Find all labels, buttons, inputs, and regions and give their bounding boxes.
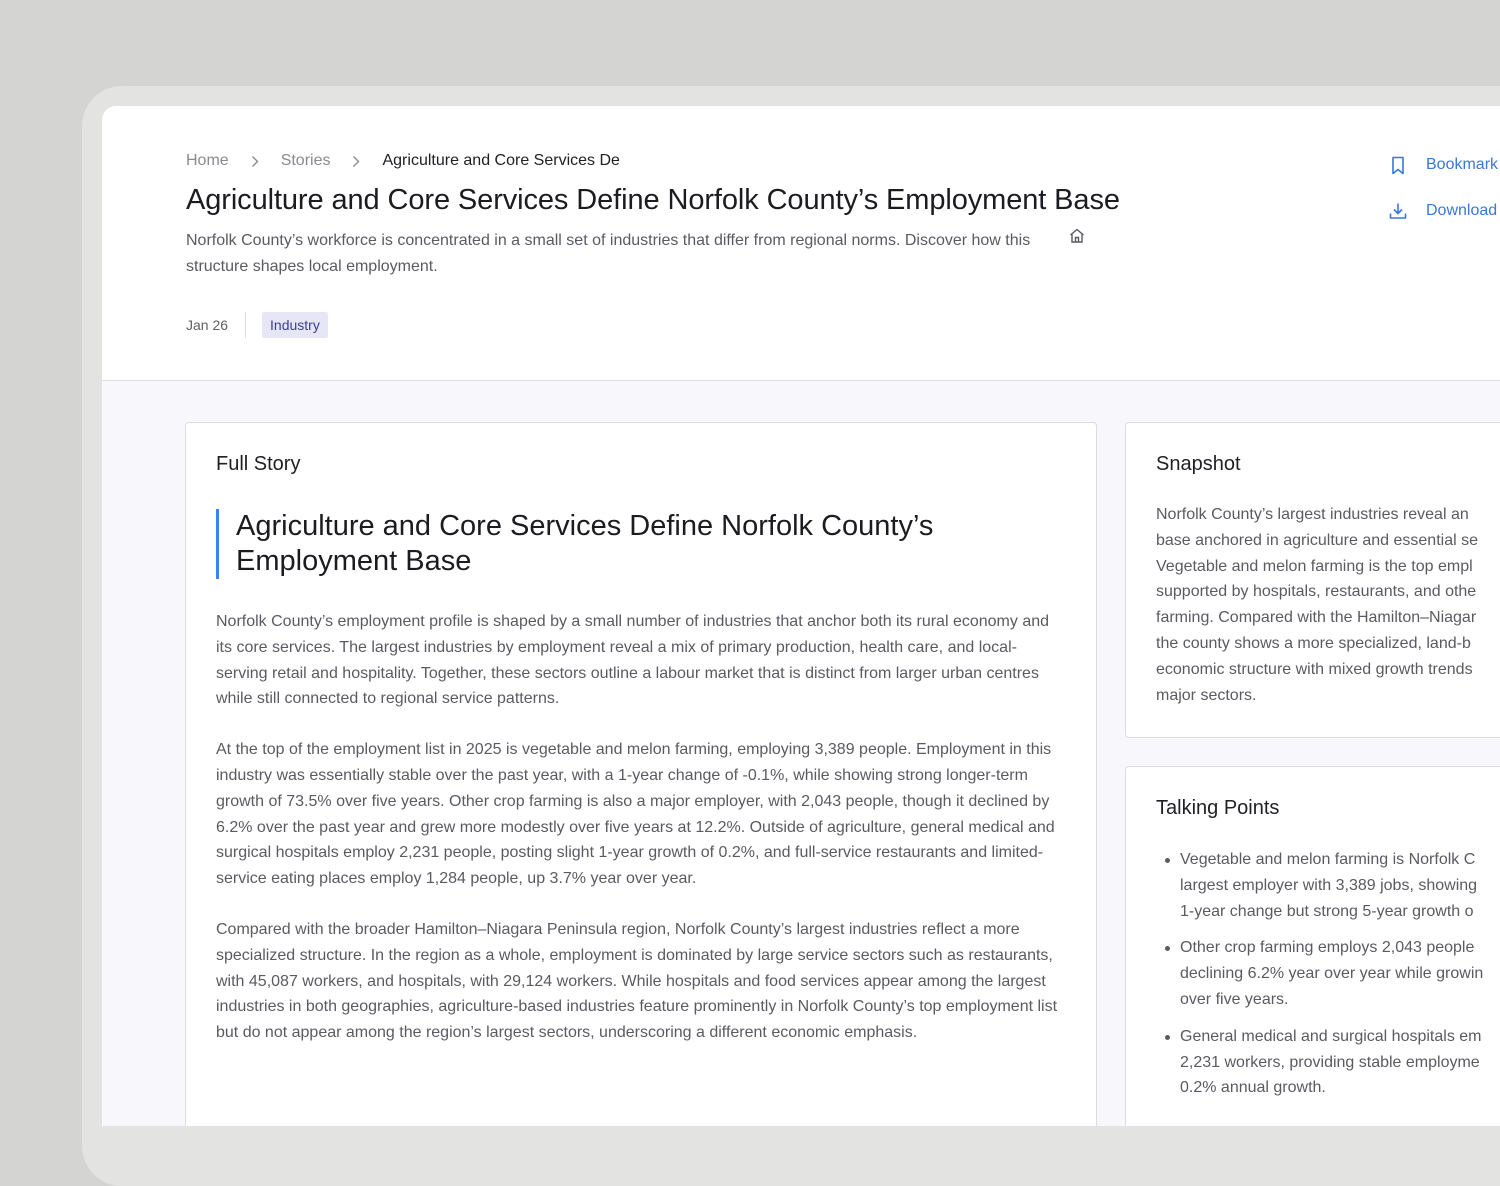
full-story-title: Full Story — [216, 453, 301, 475]
publish-date: Jan 26 — [186, 317, 229, 333]
download-button[interactable] — [1386, 198, 1498, 224]
download-label: Download — [1426, 202, 1498, 219]
chevron-right-icon — [251, 155, 259, 168]
page-subtitle: Norfolk County’s workforce is concentrated in a small set of industries that differ from regional norms. Discover how this structure shapes local employment. — [186, 232, 1031, 275]
meta-divider — [245, 312, 246, 338]
app-window — [102, 106, 1500, 1126]
download-icon — [1386, 201, 1410, 221]
story-body — [216, 609, 1068, 1071]
bookmark-icon — [1386, 156, 1410, 175]
breadcrumb-home[interactable]: Home — [186, 152, 229, 169]
breadcrumb-current: Agriculture and Core Services De — [382, 152, 620, 169]
talking-point: Vegetable and melon farming is Norfolk C largest employer with 3,389 jobs, showing 1-year change but strong 5-year growth o — [1156, 847, 1500, 924]
story-meta — [186, 312, 328, 338]
page-title: Agriculture and Core Services Define Norfolk County’s Employment Base — [186, 184, 1120, 216]
category-tag[interactable]: Industry — [262, 312, 328, 338]
snapshot-text: Norfolk County’s largest industries reveal an base anchored in agriculture and essential se Vegetable and melon farming is the top empl supported by hospitals, restaurants, and othe farming. Compared with the Hamilton–Niagar the county shows a more specialized, land-b economic structure with mixed growth trends major sectors. — [1156, 506, 1478, 704]
story-paragraph: Compared with the broader Hamilton–Niagara Peninsula region, Norfolk County’s largest industries reflect a more specialized structure. In the region as a whole, employment is dominated by large service sectors such as restaurants, with 45,087 workers, and hospitals, with 29,124 workers. While hospitals and food services appear among the largest industries in both geographies, agriculture-based industries feature prominently in Norfolk County’s top employment list but do not appear among the region’s largest sectors, underscoring a different economic emphasis. — [216, 920, 1058, 1042]
story-heading — [216, 509, 1016, 579]
story-headline: Agriculture and Core Services Define Norfolk County’s Employment Base — [236, 510, 934, 577]
breadcrumb — [186, 150, 620, 172]
talking-points-card — [1125, 766, 1500, 1126]
talking-point: Other crop farming employs 2,043 people declining 6.2% year over year while growin over five years. — [1156, 935, 1500, 1012]
story-actions — [1386, 152, 1498, 244]
story-paragraph: At the top of the employment list in 2025 is vegetable and melon farming, employing 3,389 people. Employment in this industry was essentially stable over the past year, with a 1-year change of -0.1%, while showing strong longer-term growth of 73.5% over five years. Other crop farming is also a major employer, with 2,043 people, though it declined by 6.2% over the past year and grew more modestly over five years at 12.2%. Outside of agriculture, general medical and surgical hospitals employ 2,231 people, posting slight 1-year growth of 0.2%, and full-service restaurants and limited-service eating places employ 1,284 people, up 3.7% year over year. — [216, 741, 1055, 888]
talking-points-title: Talking Points — [1156, 797, 1280, 819]
breadcrumb-stories[interactable]: Stories — [280, 152, 331, 169]
talking-points-list — [1156, 847, 1500, 1112]
home-icon — [1068, 227, 1086, 250]
snapshot-title: Snapshot — [1156, 453, 1241, 475]
snapshot-card — [1125, 422, 1500, 738]
full-story-card — [185, 422, 1097, 1126]
chevron-right-icon — [352, 155, 360, 168]
bookmark-button[interactable] — [1386, 152, 1498, 178]
story-paragraph: Norfolk County’s employment profile is shaped by a small number of industries that anchor both its rural economy and its core services. The largest industries by employment reveal a mix of primary production, health care, and local-serving retail and hospitality. Together, these sectors outline a labour market that is distinct from larger urban centres while still connected to regional service patterns. — [216, 613, 1050, 708]
story-header — [102, 106, 1500, 381]
bookmark-label: Bookmark — [1426, 156, 1499, 173]
talking-point: General medical and surgical hospitals em 2,231 workers, providing stable employme 0.2% annual growth. — [1156, 1024, 1500, 1101]
